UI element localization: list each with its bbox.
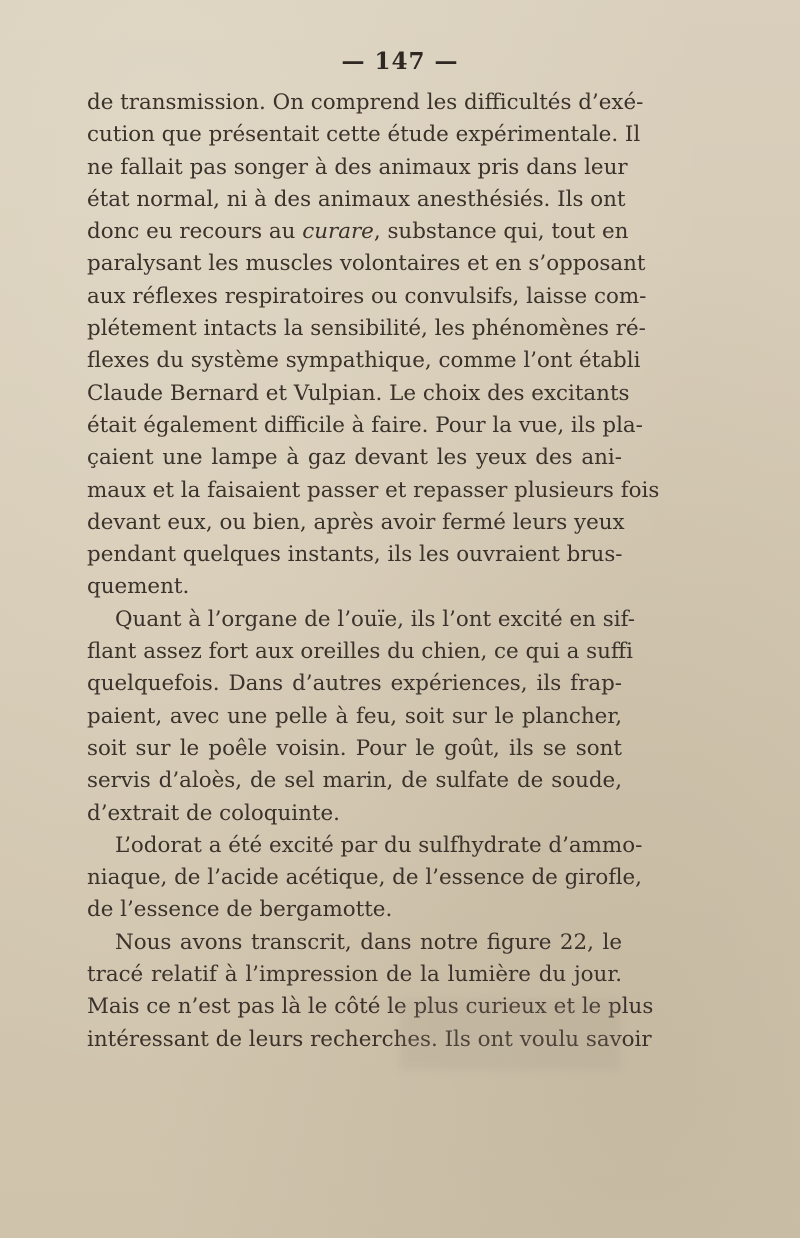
text-line: Nous avons transcrit, dans notre figure 22, le bbox=[115, 929, 622, 955]
text-line: L’odorat a été excité par du sulfhydrate d’ammo- bbox=[115, 832, 643, 858]
show-through-smudge bbox=[400, 1000, 620, 1070]
text-line: donc eu recours au curare, substance qui, tout en bbox=[87, 219, 629, 245]
text-line: quelquefois. Dans d’autres expériences, ils frap- bbox=[87, 671, 622, 697]
text-line: Mais ce n’est pas là le côté le plus curieux et le plus bbox=[87, 994, 654, 1020]
text-line: aux réflexes respiratoires ou convulsifs, laisse com- bbox=[87, 283, 647, 309]
text-line: soit sur le poêle voisin. Pour le goût, ils se sont bbox=[87, 735, 622, 761]
text-line: intéressant de leurs recherches. Ils ont voulu savoir bbox=[87, 1026, 652, 1052]
text-line: Claude Bernard et Vulpian. Le choix des excitants bbox=[87, 380, 630, 406]
text-line: flexes du système sympathique, comme l’ont établi bbox=[87, 348, 641, 374]
text-line: de transmission. On comprend les difficultés d’exé- bbox=[87, 90, 644, 115]
text-line: état normal, ni à des animaux anesthésiés. Ils ont bbox=[87, 186, 626, 212]
text-line: était également difficile à faire. Pour la vue, ils pla- bbox=[87, 412, 643, 438]
text-line: tracé relatif à l’impression de la lumière du jour. bbox=[87, 962, 622, 988]
text-line: servis d’aloès, de sel marin, de sulfate de soude, bbox=[87, 768, 622, 794]
text-line: maux et la faisaient passer et repasser plusieurs fois bbox=[87, 477, 660, 503]
text-line: çaient une lampe à gaz devant les yeux des ani- bbox=[87, 445, 622, 471]
text-line: cution que présentait cette étude expérimentale. Il bbox=[87, 122, 641, 148]
text-line: pendant quelques instants, ils les ouvraient brus- bbox=[87, 542, 623, 568]
text-line: Quant à l’organe de l’ouïe, ils l’ont excité en sif- bbox=[115, 606, 635, 632]
italic-term: curare bbox=[302, 219, 374, 245]
text-line: d’extrait de coloquinte. bbox=[87, 800, 340, 826]
text-line: ne fallait pas songer à des animaux pris dans leur bbox=[87, 154, 628, 180]
text-line: flant assez fort aux oreilles du chien, ce qui a suffi bbox=[87, 639, 633, 665]
text-line: quement. bbox=[87, 574, 190, 600]
body-text bbox=[87, 87, 660, 1056]
text-line: plétement intacts la sensibilité, les phénomènes ré- bbox=[87, 316, 646, 342]
text-line: devant eux, ou bien, après avoir fermé leurs yeux bbox=[87, 509, 625, 535]
text-line: de l’essence de bergamotte. bbox=[87, 897, 393, 923]
text-line: paient, avec une pelle à feu, soit sur le plancher, bbox=[87, 703, 622, 729]
text-line: niaque, de l’acide acétique, de l’essence de girofle, bbox=[87, 865, 642, 891]
page-number: — 147 — bbox=[341, 48, 459, 75]
text-line: paralysant les muscles volontaires et en s’opposant bbox=[87, 251, 646, 277]
